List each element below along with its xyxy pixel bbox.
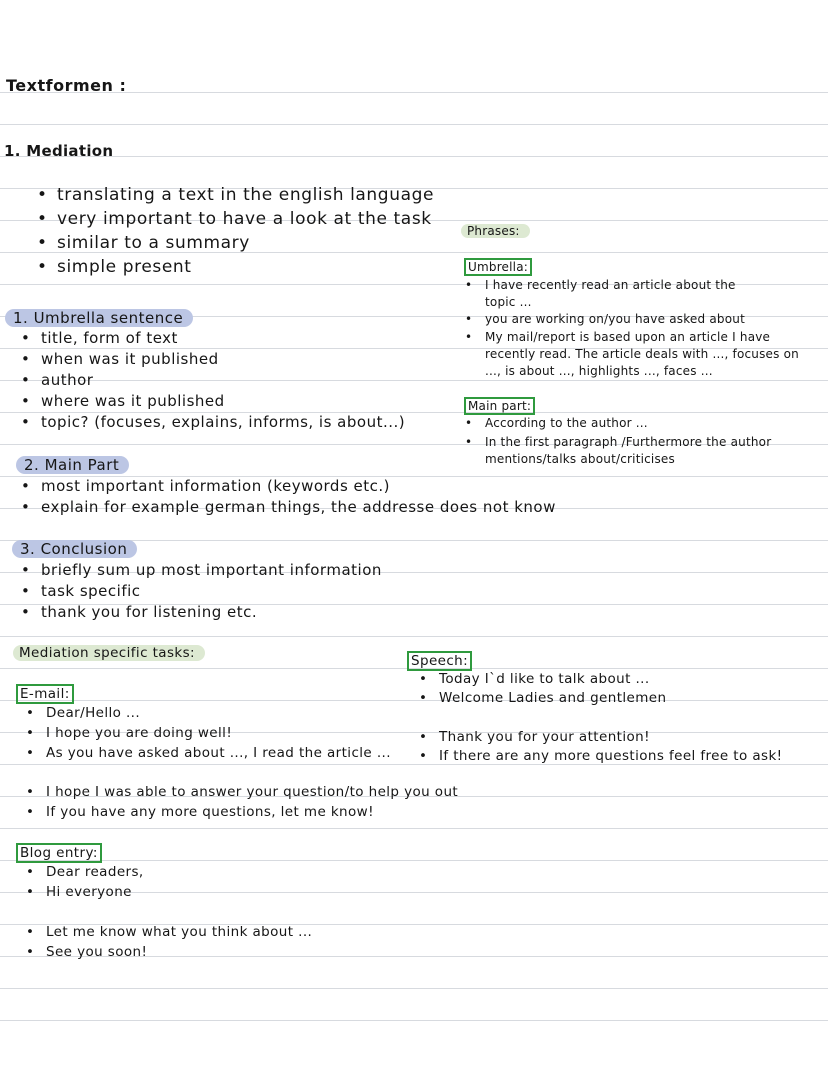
tasks-label: Mediation specific tasks: bbox=[13, 645, 205, 661]
main-part-item: • most important information (keywords etc.) bbox=[41, 477, 390, 495]
conclusion-item: • briefly sum up most important information bbox=[41, 561, 382, 579]
phrases-umbrella-label: Umbrella: bbox=[464, 258, 532, 276]
email-item: • As you have asked about ..., I read the article ... bbox=[46, 745, 391, 761]
umbrella-item: • title, form of text bbox=[41, 329, 178, 347]
intro-bullet: • translating a text in the english language bbox=[57, 185, 434, 205]
phrases-label: Phrases: bbox=[461, 224, 530, 238]
intro-bullet: • similar to a summary bbox=[57, 233, 250, 253]
email-item: • Dear/Hello ... bbox=[46, 705, 140, 721]
email-item: • I hope I was able to answer your question/to help you out bbox=[46, 784, 458, 800]
umbrella-item: • where was it published bbox=[41, 392, 225, 410]
umbrella-sentence-label: 1. Umbrella sentence bbox=[5, 309, 193, 327]
main-part-label: 2. Main Part bbox=[16, 456, 129, 474]
conclusion-item: • thank you for listening etc. bbox=[41, 603, 257, 621]
phrase-main-part-item: • In the first paragraph /Furthermore the author mentions/talks about/criticises bbox=[485, 434, 785, 468]
speech-item: • Thank you for your attention! bbox=[439, 729, 650, 745]
page-title: Textformen : bbox=[6, 76, 127, 95]
phrase-umbrella-item: • I have recently read an article about the topic ... bbox=[485, 277, 770, 311]
phrase-umbrella-item: • you are working on/you have asked about bbox=[485, 312, 745, 326]
email-label: E-mail: bbox=[16, 684, 74, 704]
main-part-item: • explain for example german things, the addresse does not know bbox=[41, 498, 556, 516]
blog-item: • Dear readers, bbox=[46, 864, 144, 880]
speech-item: • Today I`d like to talk about ... bbox=[439, 671, 650, 687]
umbrella-item: • topic? (focuses, explains, informs, is about...) bbox=[41, 413, 405, 431]
speech-label: Speech: bbox=[407, 651, 472, 671]
speech-item: • Welcome Ladies and gentlemen bbox=[439, 690, 666, 706]
blog-item: • Hi everyone bbox=[46, 884, 132, 900]
intro-bullet: • simple present bbox=[57, 257, 192, 277]
blog-entry-label: Blog entry: bbox=[16, 843, 102, 863]
intro-bullet: • very important to have a look at the task bbox=[57, 209, 432, 229]
blog-item: • Let me know what you think about ... bbox=[46, 924, 312, 940]
phrases-main-part-label: Main part: bbox=[464, 397, 535, 415]
umbrella-item: • author bbox=[41, 371, 93, 389]
speech-item: • If there are any more questions feel free to ask! bbox=[439, 748, 782, 764]
phrase-umbrella-item: • My mail/report is based upon an article I have recently read. The article deals with ..., focuses on ..., is about ..., highlights ..., faces ... bbox=[485, 329, 805, 380]
email-item: • If you have any more questions, let me know! bbox=[46, 804, 374, 820]
conclusion-item: • task specific bbox=[41, 582, 141, 600]
blog-item: • See you soon! bbox=[46, 944, 147, 960]
section-heading-mediation: 1. Mediation bbox=[4, 142, 114, 160]
phrase-main-part-item: • According to the author ... bbox=[485, 416, 648, 430]
umbrella-item: • when was it published bbox=[41, 350, 219, 368]
email-item: • I hope you are doing well! bbox=[46, 725, 232, 741]
conclusion-label: 3. Conclusion bbox=[12, 540, 137, 558]
